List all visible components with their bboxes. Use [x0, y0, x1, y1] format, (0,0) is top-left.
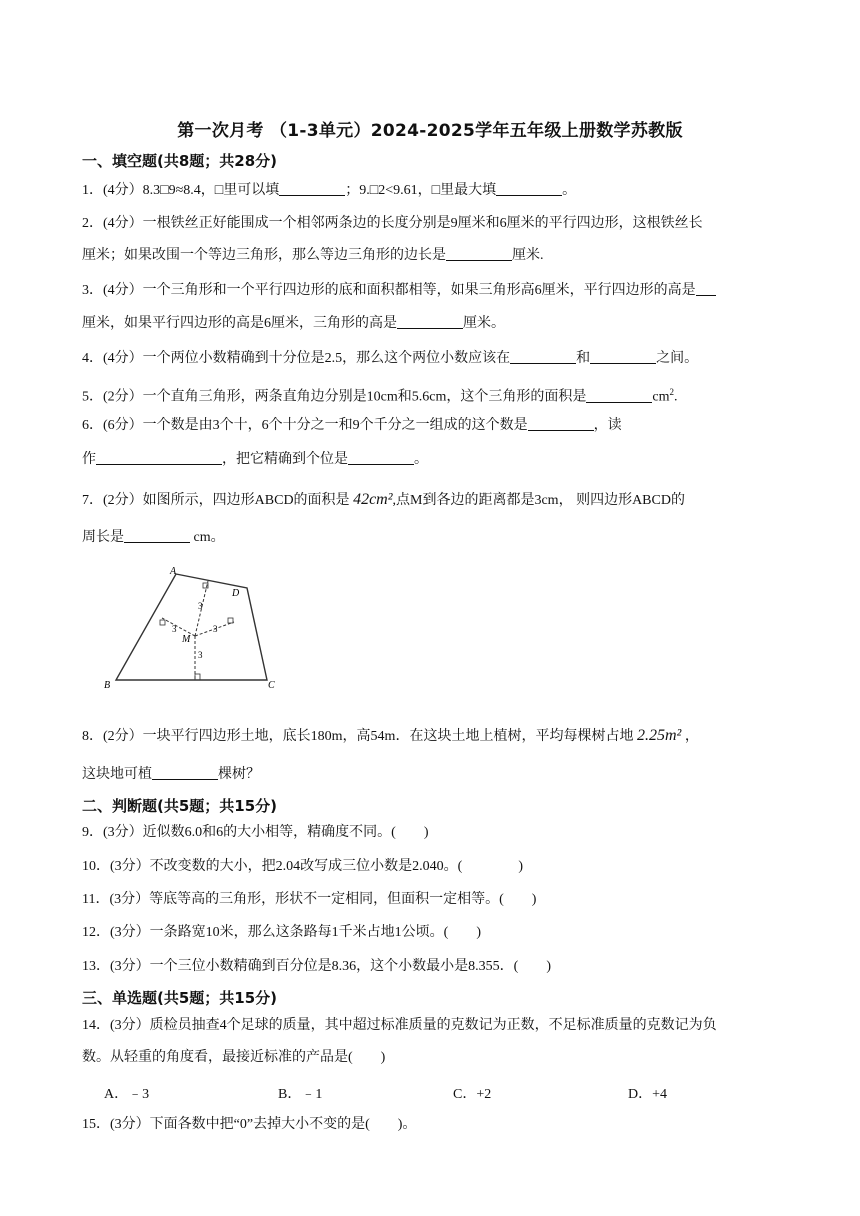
option-d[interactable]: D．+4	[628, 1087, 668, 1102]
answer-blank[interactable]	[510, 349, 576, 364]
answer-blank[interactable]	[528, 416, 594, 431]
answer-blank[interactable]	[496, 181, 562, 196]
page-title: 第一次月考 （1-3单元）2024-2025学年五年级上册数学苏教版	[177, 121, 683, 141]
answer-blank[interactable]	[696, 281, 716, 296]
quadrilateral-figure	[100, 566, 280, 694]
section-true-false: 二、判断题(共5题；共15分)	[82, 797, 278, 815]
option-c[interactable]: C．+2	[453, 1087, 492, 1102]
section-single-choice: 三、单选题(共5题；共15分)	[82, 989, 278, 1007]
question-6: 6．(6分）一个数是由3个十，6个十分之一和9个千分之一组成的这个数是 ，读	[82, 418, 622, 433]
question-2-cont: 厘米；如果改围一个等边三角形，那么等边三角形的边长是 厘米.	[82, 248, 544, 263]
question-14: 14．(3分）质检员抽查4个足球的质量，其中超过标准质量的克数记为正数，不足标准质量的克数记为负	[82, 1018, 717, 1033]
answer-blank[interactable]	[348, 450, 414, 465]
answer-blank[interactable]	[124, 528, 190, 543]
question-4: 4．(4分）一个两位小数精确到十分位是2.5，那么这个两位小数应该在 和 之间。	[82, 351, 699, 366]
label-a: A	[170, 566, 177, 577]
question-5: 5．(2分）一个直角三角形，两条直角边分别是10cm和5.6cm，这个三角形的面积是 $cm^2$.	[82, 387, 678, 405]
question-3-cont: 厘米，如果平行四边形的高是6厘米，三角形的高是 厘米。	[82, 316, 505, 331]
question-7-cont: 周长是 cm。	[82, 530, 225, 545]
question-7: 7．(2分）如图所示，四边形ABCD的面积是 42cm²,点M到各边的距离都是3cm， 则四边形ABCD的	[82, 491, 685, 508]
question-12: 12．(3分）一条路宽10米，那么这条路每1千米占地1公顷。( )	[82, 925, 481, 940]
question-8: 8．(2分）一块平行四边形土地，底长180m，高54m．在这块土地上植树，平均每棵树占地 2.25m² ，	[82, 727, 699, 744]
answer-blank[interactable]	[590, 349, 656, 364]
distance-label: 3	[213, 624, 218, 634]
question-11: 11．(3分）等底等高的三角形，形状不一定相同，但面积一定相等。( )	[82, 892, 537, 907]
answer-blank[interactable]	[152, 765, 218, 780]
question-13: 13．(3分）一个三位小数精确到百分位是8.36，这个小数最小是8.355．( )	[82, 959, 551, 974]
distance-label: 3	[198, 650, 203, 660]
label-b: B	[104, 680, 111, 691]
label-d: D	[232, 588, 240, 599]
answer-blank[interactable]	[446, 246, 512, 261]
answer-blank[interactable]	[279, 181, 345, 196]
question-9: 9．(3分）近似数6.0和6的大小相等，精确度不同。( )	[82, 825, 429, 840]
question-10: 10．(3分）不改变数的大小，把2.04改写成三位小数是2.040。( )	[82, 859, 523, 874]
label-m: M	[182, 634, 191, 645]
question-3: 3．(4分）一个三角形和一个平行四边形的底和面积都相等，如果三角形高6厘米，平行四边形的高是	[82, 281, 812, 301]
answer-blank[interactable]	[397, 314, 463, 329]
label-c: C	[268, 680, 275, 691]
question-6-cont: 作 ，把它精确到个位是 。	[82, 452, 428, 467]
option-b[interactable]: B．﹣1	[278, 1087, 323, 1102]
option-a[interactable]: A．﹣3	[104, 1087, 150, 1102]
distance-label: 3	[172, 624, 177, 634]
question-15: 15．(3分）下面各数中把“0”去掉大小不变的是( )。	[82, 1117, 417, 1132]
question-14-cont: 数。从轻重的角度看，最接近标准的产品是( )	[82, 1050, 386, 1065]
distance-label: 3	[198, 601, 203, 611]
question-2: 2．(4分）一根铁丝正好能围成一个相邻两条边的长度分别是9厘米和6厘米的平行四边形，这根铁丝长	[82, 216, 703, 231]
answer-blank[interactable]	[586, 388, 652, 403]
section-fill-in: 一、填空题(共8题；共28分)	[82, 152, 278, 170]
question-8-cont: 这块地可植 棵树？	[82, 767, 260, 782]
question-1: 1．(4分）8.3□9≈8.4，□里可以填 ；9.□2<9.61，□里最大填 。	[82, 183, 577, 198]
answer-blank[interactable]	[96, 450, 222, 465]
